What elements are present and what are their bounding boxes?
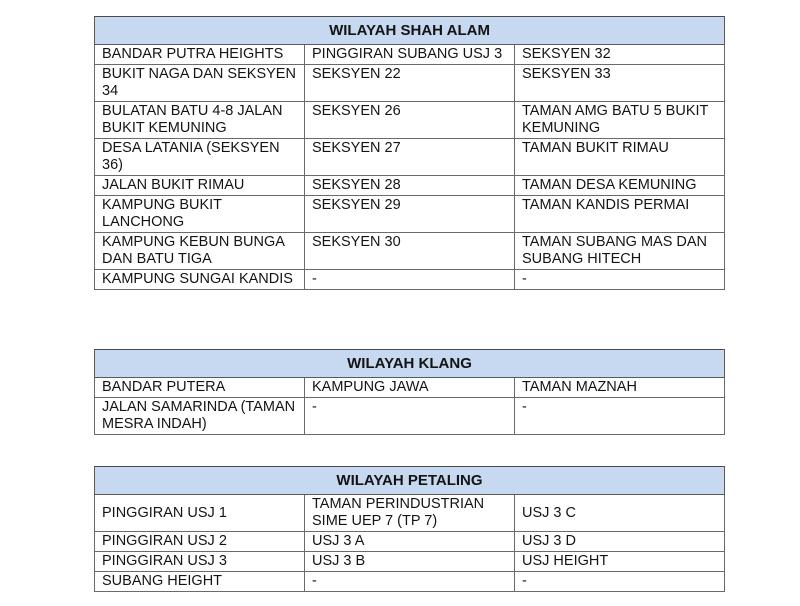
klang-table (94, 349, 725, 435)
table-cell: - (305, 572, 515, 592)
table-cell: - (515, 572, 725, 592)
table-cell: USJ 3 B (305, 552, 515, 572)
table-header-row (95, 467, 725, 495)
table-cell: SEKSYEN 32 (515, 45, 725, 65)
table-title: WILAYAH SHAH ALAM (95, 17, 725, 45)
table-row (95, 532, 725, 552)
table-cell: SEKSYEN 28 (305, 176, 515, 196)
table-cell: KAMPUNG JAWA (305, 378, 515, 398)
table-cell: TAMAN AMG BATU 5 BUKIT KEMUNING (515, 102, 725, 139)
table-cell: SEKSYEN 26 (305, 102, 515, 139)
table-cell: USJ 3 C (515, 495, 725, 532)
shah-alam-table (94, 16, 725, 290)
table-cell: SUBANG HEIGHT (95, 572, 305, 592)
table-cell: PINGGIRAN SUBANG USJ 3 (305, 45, 515, 65)
table-cell: USJ HEIGHT (515, 552, 725, 572)
table-cell: JALAN SAMARINDA (TAMAN MESRA INDAH) (95, 398, 305, 435)
table-cell: SEKSYEN 29 (305, 196, 515, 233)
table-cell: TAMAN BUKIT RIMAU (515, 139, 725, 176)
table-row (95, 233, 725, 270)
table-cell: - (515, 270, 725, 290)
table-cell: PINGGIRAN USJ 3 (95, 552, 305, 572)
table-cell: KAMPUNG SUNGAI KANDIS (95, 270, 305, 290)
table-row (95, 65, 725, 102)
table-cell: KAMPUNG BUKIT LANCHONG (95, 196, 305, 233)
table-cell: TAMAN KANDIS PERMAI (515, 196, 725, 233)
table-cell: TAMAN MAZNAH (515, 378, 725, 398)
table-cell: SEKSYEN 27 (305, 139, 515, 176)
table-cell: KAMPUNG KEBUN BUNGA DAN BATU TIGA (95, 233, 305, 270)
table-row (95, 398, 725, 435)
table-row (95, 270, 725, 290)
table-header-row (95, 350, 725, 378)
table-row (95, 139, 725, 176)
table-row (95, 45, 725, 65)
table-cell: DESA LATANIA (SEKSYEN 36) (95, 139, 305, 176)
table-cell: TAMAN DESA KEMUNING (515, 176, 725, 196)
table-row (95, 495, 725, 532)
table-header-row (95, 17, 725, 45)
table-cell: - (305, 270, 515, 290)
table-cell: TAMAN PERINDUSTRIAN SIME UEP 7 (TP 7) (305, 495, 515, 532)
table-row (95, 572, 725, 592)
table-row (95, 552, 725, 572)
table-row (95, 176, 725, 196)
table-cell: USJ 3 D (515, 532, 725, 552)
table-row (95, 102, 725, 139)
petaling-table (94, 466, 725, 592)
table-cell: SEKSYEN 22 (305, 65, 515, 102)
table-row (95, 378, 725, 398)
table-cell: - (305, 398, 515, 435)
table-cell: - (515, 398, 725, 435)
table-cell: PINGGIRAN USJ 2 (95, 532, 305, 552)
table-cell: SEKSYEN 30 (305, 233, 515, 270)
table-cell: BULATAN BATU 4-8 JALAN BUKIT KEMUNING (95, 102, 305, 139)
table-cell: PINGGIRAN USJ 1 (95, 495, 305, 532)
table-cell: SEKSYEN 33 (515, 65, 725, 102)
table-title: WILAYAH KLANG (95, 350, 725, 378)
table-cell: BANDAR PUTRA HEIGHTS (95, 45, 305, 65)
table-cell: TAMAN SUBANG MAS DAN SUBANG HITECH (515, 233, 725, 270)
table-cell: JALAN BUKIT RIMAU (95, 176, 305, 196)
table-row (95, 196, 725, 233)
table-cell: USJ 3 A (305, 532, 515, 552)
table-title: WILAYAH PETALING (95, 467, 725, 495)
table-cell: BUKIT NAGA DAN SEKSYEN 34 (95, 65, 305, 102)
table-cell: BANDAR PUTERA (95, 378, 305, 398)
